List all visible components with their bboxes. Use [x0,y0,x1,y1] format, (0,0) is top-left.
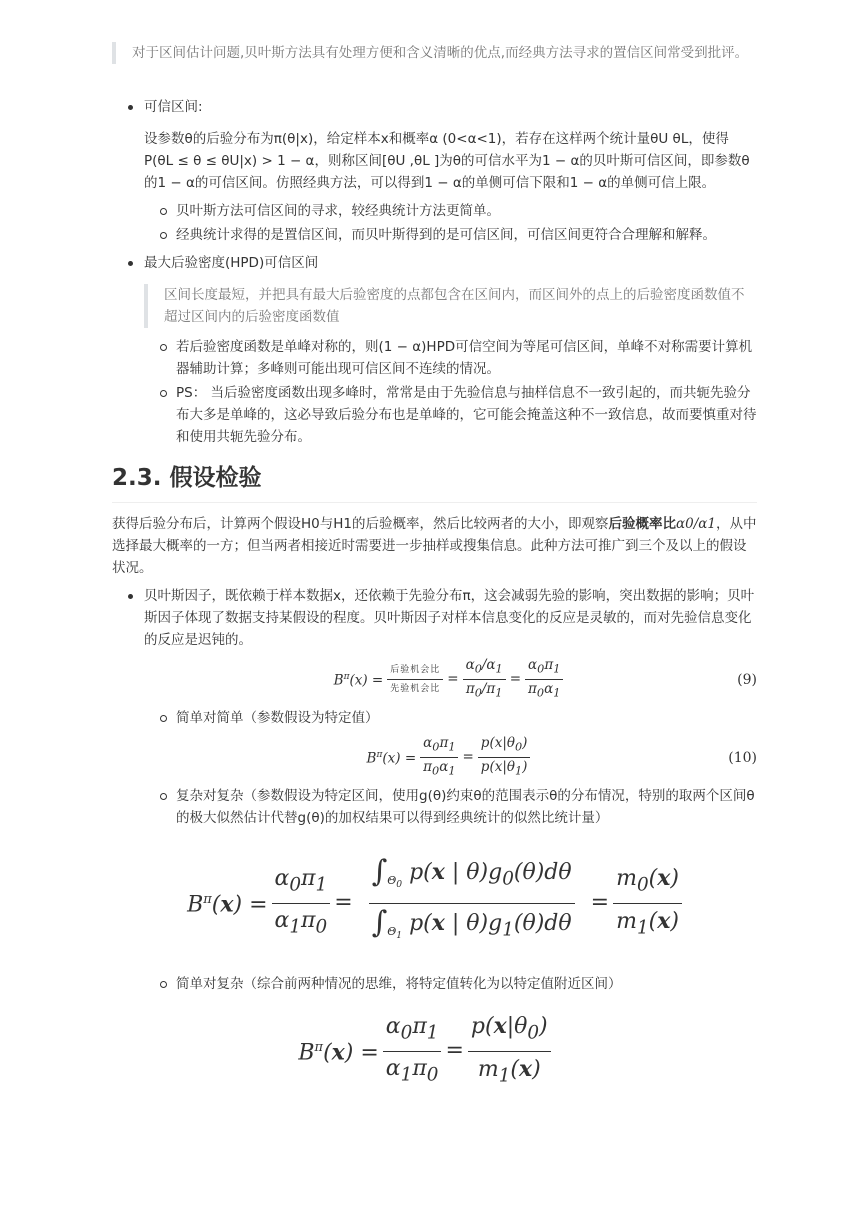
list-item: 简单对简单（参数假设为特定值） $B^\pi(x)$ = $\frac{\alpha_0\pi_1}{\pi_0\alpha_1}$ = $\frac{p(x|\theta_0)}{p(x|\theta_1)}$ (10) [144,707,757,781]
top-quote-text: 对于区间估计问题,贝叶斯方法具有处理方便和含义清晰的优点,而经典方法寻求的置信区间常受到批评。 [132,45,749,61]
bayes-sublist [144,707,757,1093]
bold-term: 后验概率比 [608,516,676,532]
credible-sublist [144,200,757,246]
bayes-factor-item [112,585,757,1093]
equation-9: $B^\pi(x)$ = $\frac{\text{后验机会比}}{\text{先验机会比}}$ = $\frac{\alpha_0/\alpha_1}{\pi_0/\pi_1}$ = $\frac{\alpha_0\pi_1}{\pi_0\alpha_1}$ (9) [333,656,757,700]
equation-mixed: $B^\pi(x)$ = $\frac{\alpha_0\pi_1}{\alpha_1\pi_0}$ = $\frac{p(x|\theta_0)}{m_1(x)}$ [96,1009,757,1093]
list-item: 复杂对复杂（参数假设为特定区间，使用g(θ)约束θ的范围表示θ的分布情况，特别的取两个区间θ的极大似然估计代替g(θ)的加权结果可以得到经典统计的似然比统计量） $B^\pi(x)$ = $\frac{\alpha_0\pi_1}{\alpha_1\pi_0}$ = $\frac{\int_{\Theta_0} p(x | \theta)g_0(\theta)d\theta}{\int_{\Theta_1} p(x | \theta)g_1(\theta)d\theta}$ = $\frac{m_0(x)}{m_1(x)}$ [144,785,757,953]
hpd-quote-text: 区间长度最短，并把具有最大后验密度的点都包含在区间内，而区间外的点上的后验密度函数值不超过区间内的后验密度函数值 [164,287,745,325]
list-item: 若后验密度函数是单峰对称的，则(1 − α)HPD可信空间为等尾可信区间，单峰不对称需要计算机器辅助计算；多峰则可能出现可信区间不连续的情况。 [144,336,757,380]
list-item: 简单对复杂（综合前两种情况的思维，将特定值转化为以特定值附近区间） $B^\pi(x)$ = $\frac{\alpha_0\pi_1}{\alpha_1\pi_0}$ = $\frac{p(x|\theta_0)}{m_1(x)}$ [144,973,757,1093]
hpd-item [112,252,757,448]
top-blockquote [112,42,772,64]
bayes-factor-text: 贝叶斯因子，既依赖于样本数据x，还依赖于先验分布π，这会减弱先验的影响，突出数据的影响；贝叶斯因子体现了数据支持某假设的程度。贝叶斯因子对样本信息变化的反应是灵敏的，而对先验信息变化的反应是迟钝的。 [144,588,755,648]
credible-list [112,96,757,448]
credible-title: 可信区间: [144,99,203,115]
credible-item [112,96,757,246]
hpd-sublist [144,336,757,448]
bayes-list [112,585,757,1093]
equation-number: (9) [737,672,757,688]
list-item: 贝叶斯方法可信区间的寻求，较经典统计方法更简单。 [144,200,757,222]
credible-body: 设参数θ的后验分布为π(θ|x)，给定样本x和概率α (0<α<1)，若存在这样两个统计量θU θL，使得P(θL ≤ θ ≤ θU|x) > 1 − α，则称区间[θU ,θL ]为θ的可信水平为1 − α的贝叶斯可信区间，即参数θ的1 − α的可信区间。仿照经典方法，可以得到1 − α的单侧可信下限和1 − α的单侧可信上限。 [144,131,750,191]
list-item: 经典统计求得的是置信区间，而贝叶斯得到的是可信区间，可信区间更符合合理解和解释。 [144,224,757,246]
hpd-title: 最大后验密度(HPD)可信区间 [144,255,319,271]
equation-10: $B^\pi(x)$ = $\frac{\alpha_0\pi_1}{\pi_0\alpha_1}$ = $\frac{p(x|\theta_0)}{p(x|\theta_1)}$ (10) [366,734,757,778]
article-content [112,96,757,1107]
section-intro: 获得后验分布后，计算两个假设H0与H1的后验概率，然后比较两者的大小，即观察后验概率比α0/α1，从中选择最大概率的一方；但当两者相接近时需要进一步抽样或搜集信息。此种方法可推广到三个及以上的假设状况。 [112,516,757,576]
hpd-blockquote [144,284,757,328]
section-heading: 2.3. 假设检验 [112,462,757,503]
equation-number: (10) [728,750,757,766]
list-item: PS： 当后验密度函数出现多峰时，常常是由于先验信息与抽样信息不一致引起的，而共轭先验分布大多是单峰的，这必导致后验分布也是单峰的，它可能会掩盖这种不一致信息，故而要慎重对待和使用共轭先验分布。 [144,382,757,448]
equation-complex: $B^\pi(x)$ = $\frac{\alpha_0\pi_1}{\alpha_1\pi_0}$ = $\frac{\int_{\Theta_0} p(x | \theta)g_0(\theta)d\theta}{\int_{\Theta_1} p(x | \theta)g_1(\theta)d\theta}$ = $\frac{m_0(x)}{m_1(x)}$ [116,853,757,953]
